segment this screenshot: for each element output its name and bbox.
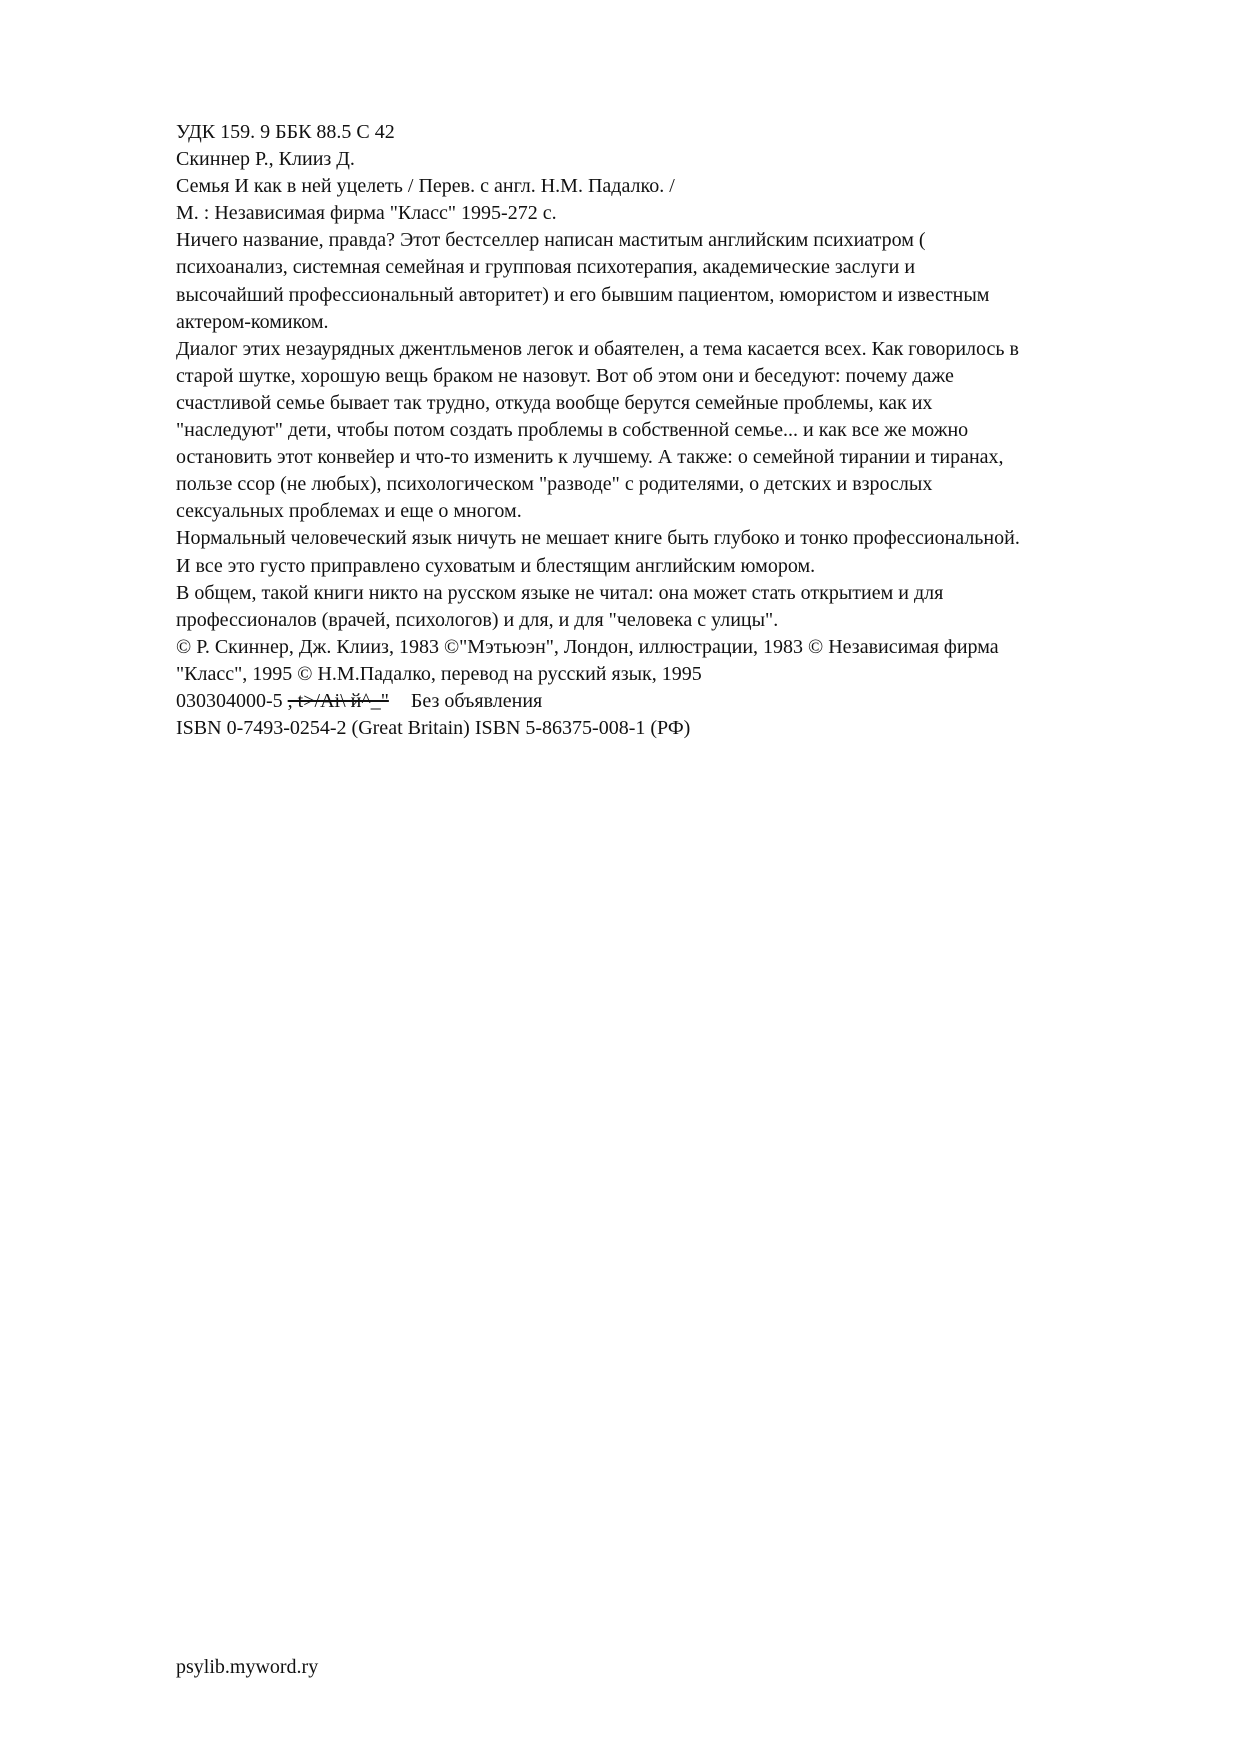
code-line: [176, 688, 1156, 715]
paragraph-2-line: остановить этот конвейер и что-то изменить к лучшему. А также: о семейной тирании и тиранах,: [176, 446, 1004, 469]
struck-garbled-text: , t>/Ai\ й^_": [287, 689, 389, 712]
paragraph-2-line: "наследуют" дети, чтобы потом создать проблемы в собственной семье... и как все же можно: [176, 419, 969, 442]
paragraph-2-line: Диалог этих незаурядных джентльменов легок и обаятелен, а тема касается всех. Как говорилось в: [176, 337, 1019, 360]
catalog-code: 030304000-5: [176, 689, 283, 712]
paragraph-4-line: В общем, такой книги никто на русском языке не читал: она может стать открытием и для: [176, 581, 944, 604]
no-announcement-note: Без объявления: [410, 689, 543, 712]
paragraph-2-line: сексуальных проблемах и еще о многом.: [176, 500, 522, 523]
paragraph-1-line: высочайший профессиональный авторитет) и его бывшим пациентом, юмористом и известным: [176, 283, 990, 306]
copyright-line: © Р. Скиннер, Дж. Клииз, 1983 ©"Мэтьюэн", Лондон, иллюстрации, 1983 © Независимая фирма: [176, 635, 999, 658]
copyright-line: "Класс", 1995 © Н.М.Падалко, перевод на русский язык, 1995: [176, 662, 702, 685]
paragraph-1-line: Ничего название, правда? Этот бестселлер написан маститым английским психиатром (: [176, 229, 926, 252]
paragraph-3-line: И все это густо приправлено суховатым и блестящим английским юмором.: [176, 554, 816, 577]
paragraph-2-line: счастливой семье бывает так трудно, откуда вообще берутся семейные проблемы, как их: [176, 391, 933, 414]
footer-site-text: psylib.myword.ry: [176, 1656, 319, 1678]
authors-line: Скиннер Р., Клииз Д.: [176, 148, 355, 171]
paragraph-1-line: психоанализ, системная семейная и групповая психотерапия, академические заслуги и: [176, 256, 916, 279]
paragraph-1-line: актером-комиком.: [176, 310, 329, 333]
classification-line: УДК 159. 9 ББК 88.5 С 42: [176, 121, 395, 143]
title-line: Семья И как в ней уцелеть / Перев. с англ. Н.М. Падалко. /: [176, 175, 675, 198]
paragraph-2-line: пользе ссор (не любых), психологическом "разводе" с родителями, о детских и взрослых: [176, 473, 933, 496]
paragraph-2-line: старой шутке, хорошую вещь браком не назовут. Вот об этом они и беседуют: почему даже: [176, 364, 954, 387]
document-body: [176, 119, 1156, 742]
paragraph-4-line: профессионалов (врачей, психологов) и для, и для "человека с улицы".: [176, 608, 779, 631]
paragraph-3-line: Нормальный человеческий язык ничуть не мешает книге быть глубоко и тонко профессиональной.: [176, 527, 1020, 550]
publisher-line: М. : Независимая фирма "Класс" 1995-272 с.: [176, 202, 557, 225]
isbn-line: ISBN 0-7493-0254-2 (Great Britain) ISBN 5-86375-008-1 (РФ): [176, 717, 691, 740]
